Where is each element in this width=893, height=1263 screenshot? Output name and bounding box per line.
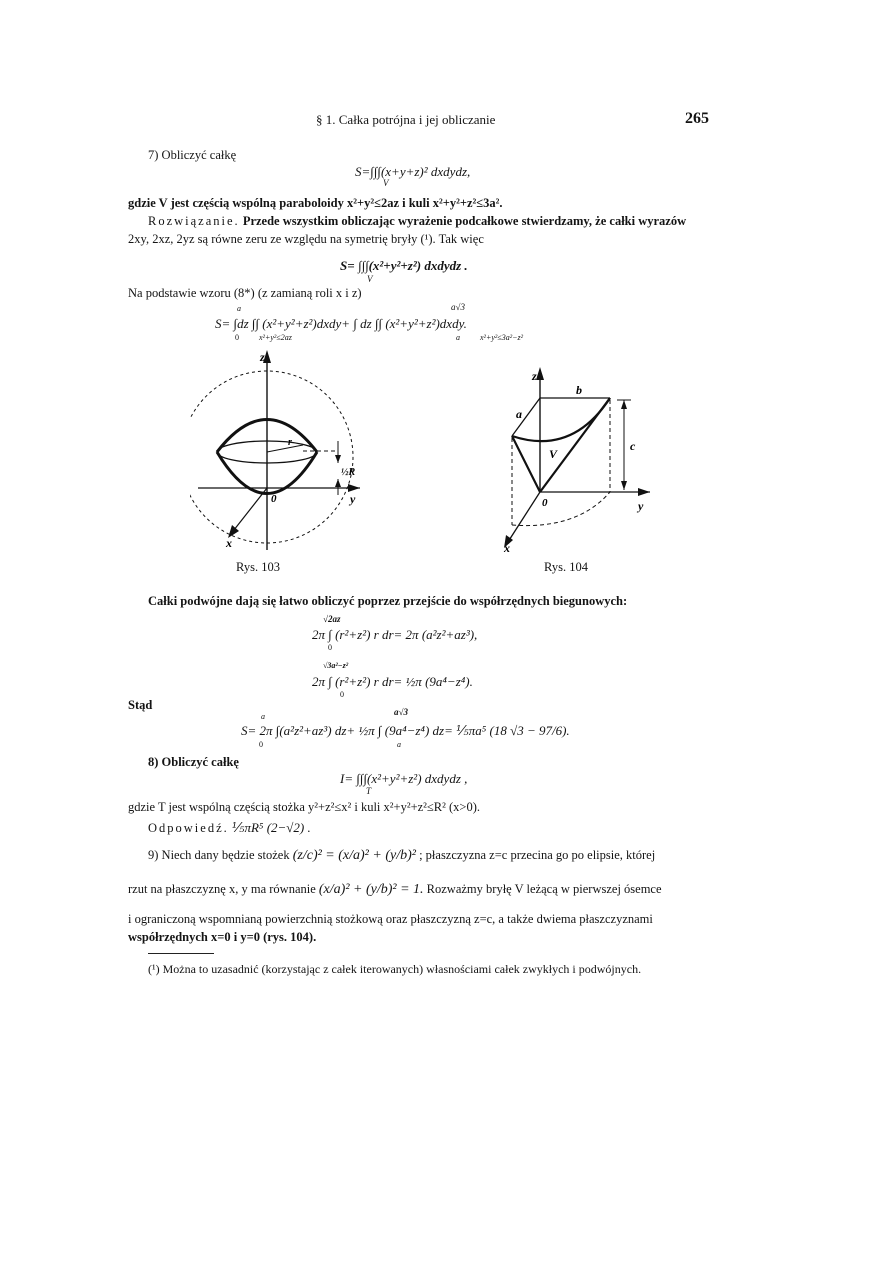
figure-104-caption: Rys. 104 [544, 560, 588, 574]
fig103-label-y: y [350, 492, 356, 506]
f3-top-2: a√3 [451, 302, 465, 312]
fig104-label-c: c [630, 439, 636, 453]
exercise-8-where: gdzie T jest wspólną częścią stożka y²+z²≤x² i kuli x²+y²+z²≤R² (x>0). [128, 800, 480, 814]
fig104-label-a: a [516, 407, 522, 421]
fig104-x-axis [506, 492, 540, 545]
exercise-7-formula: S=∫∫∫(x+y+z)² dxdydz, [355, 164, 471, 179]
fig104-label-x: x [504, 541, 510, 555]
exercise-9-line-4: współrzędnych x=0 i y=0 (rys. 104). [128, 930, 317, 944]
page-number: 265 [685, 110, 709, 127]
footnote-rule [148, 953, 214, 954]
fig103-height-arrow-down [335, 455, 341, 463]
exercise-7-label: 7) Obliczyć całkę [148, 148, 237, 162]
exercise-9-line-2 [128, 882, 662, 898]
exercise-8-answer [148, 820, 311, 836]
formula-2-sub: V [367, 274, 373, 284]
exercise-8-formula-sub: T [366, 786, 372, 796]
fig104-label-y: y [638, 499, 644, 513]
exercise-8-formula: I= ∫∫∫(x²+y²+z²) dxdydz , [340, 771, 468, 786]
cone-equation: (z/c)² = (x/a)² + (y/b)² [292, 848, 416, 863]
figure-104 [492, 360, 662, 555]
final-top-2: a√3 [394, 707, 408, 717]
fig103-y-arrow [348, 484, 360, 492]
ellipse-equation: (x/a)² + (y/b)² = 1. [318, 882, 424, 897]
fig103-label-origin: 0 [271, 493, 277, 505]
final-top-1: a [261, 712, 265, 721]
running-header: § 1. Całka potrójna i jej obliczanie [316, 112, 496, 127]
exercise-9-intro: 9) Niech dany będzie stożek [148, 848, 290, 862]
final-bot-1: 0 [259, 740, 263, 749]
f3-sub-1: x²+y²≤2az [259, 333, 292, 342]
figure-103 [190, 345, 365, 560]
polar-eq1: 2π ∫ (r²+z²) r dr= 2π (a²z²+az³), [312, 627, 478, 642]
f3-sub-2: x²+y²≤3a²−z² [480, 333, 523, 342]
solution-line-2: 2xy, 2xz, 2yz są równe zeru ze względu na symetrię bryły (¹). Tak więc [128, 232, 484, 246]
fig103-label-half-r: ½R [341, 467, 356, 478]
fig104-c-arrow-up [621, 400, 627, 409]
fig103-sphere [190, 371, 353, 543]
answer-value: ⅕πR⁵ (2−√2) . [231, 820, 311, 835]
polar-eq1-bot: 0 [328, 643, 332, 652]
fig103-label-r: r [288, 437, 292, 448]
formula-3: S= ∫dz ∫∫ (x²+y²+z²)dxdy+ ∫ dz ∫∫ (x²+y²+z²)dxdy. [215, 316, 467, 331]
fig104-label-b: b [576, 383, 582, 397]
basis-line: Na podstawie wzoru (8*) (z zamianą roli x i z) [128, 286, 362, 300]
polar-eq2-bot: 0 [340, 690, 344, 699]
figure-103-caption: Rys. 103 [236, 560, 280, 574]
exercise-7-formula-sub: V [383, 178, 389, 188]
answer-label: Odpowiedź. [148, 821, 229, 835]
fig104-cone-edge-2 [540, 398, 610, 492]
fig103-label-x: x [226, 536, 232, 550]
fig103-radius [267, 445, 303, 452]
solution-text: Przede wszystkim obliczając wyrażenie podcałkowe stwierdzamy, że całki wyrazów [242, 214, 687, 228]
fig104-cone-edge-1 [512, 436, 540, 492]
fig103-label-z: z [260, 350, 265, 364]
exercise-7-where: gdzie V jest częścią wspólną paraboloidy x²+y²≤2az i kuli x²+y²+z²≤3a². [128, 196, 503, 210]
f3-bot-2: a [456, 333, 460, 342]
solution-line-1 [148, 214, 686, 229]
fig104-label-v: V [549, 447, 558, 461]
consider-text: Rozważmy bryłę V leżącą w pierwszej ósemce [426, 882, 662, 896]
fig104-base-arc [512, 492, 610, 526]
fig104-label-z: z [532, 369, 537, 383]
exercise-9-plane-text: ; płaszczyzna z=c przecina go po elipsie, której [419, 848, 656, 862]
projection-text: rzut na płaszczyznę x, y ma równanie [128, 882, 316, 896]
fig104-y-arrow [638, 488, 650, 496]
exercise-9-line-3: i ograniczoną wspomnianą powierzchnią stożkową oraz płaszczyzną z=c, a także dwiema płaszczyznami [128, 912, 653, 926]
solution-label: Rozwiązanie. [148, 214, 240, 228]
fig104-c-arrow-down [621, 481, 627, 490]
f3-top-1: a [237, 304, 241, 313]
footnote: (¹) Można to uzasadnić (korzystając z całek iterowanych) własnościami całek zwykłych i podwójnych. [148, 962, 642, 976]
fig104-label-origin: 0 [542, 497, 548, 509]
polar-eq1-top: √2az [323, 614, 341, 624]
f3-bot-1: 0 [235, 333, 239, 342]
fig104-z-arrow [536, 367, 544, 380]
exercise-8-label: 8) Obliczyć całkę [148, 755, 239, 769]
final-formula: S= 2π ∫(a²z²+az³) dz+ ½π ∫ (9a⁴−z⁴) dz= ⅕πa⁵ (18 √3 − 97/6). [241, 723, 570, 738]
exercise-9-line-1 [148, 848, 655, 864]
fig103-height-arrow-up [335, 479, 341, 487]
hence-label: Stąd [128, 698, 153, 712]
polar-eq2-top: √3a²−z² [323, 661, 349, 670]
polar-eq2: 2π ∫ (r²+z²) r dr= ½π (9a⁴−z⁴). [312, 674, 473, 689]
polar-intro: Całki podwójne dają się łatwo obliczyć poprzez przejście do współrzędnych biegunowych: [148, 594, 628, 608]
formula-2: S= ∫∫∫(x²+y²+z²) dxdydz . [340, 258, 468, 273]
fig103-x-axis [230, 488, 267, 535]
final-bot-2: a [397, 740, 401, 749]
